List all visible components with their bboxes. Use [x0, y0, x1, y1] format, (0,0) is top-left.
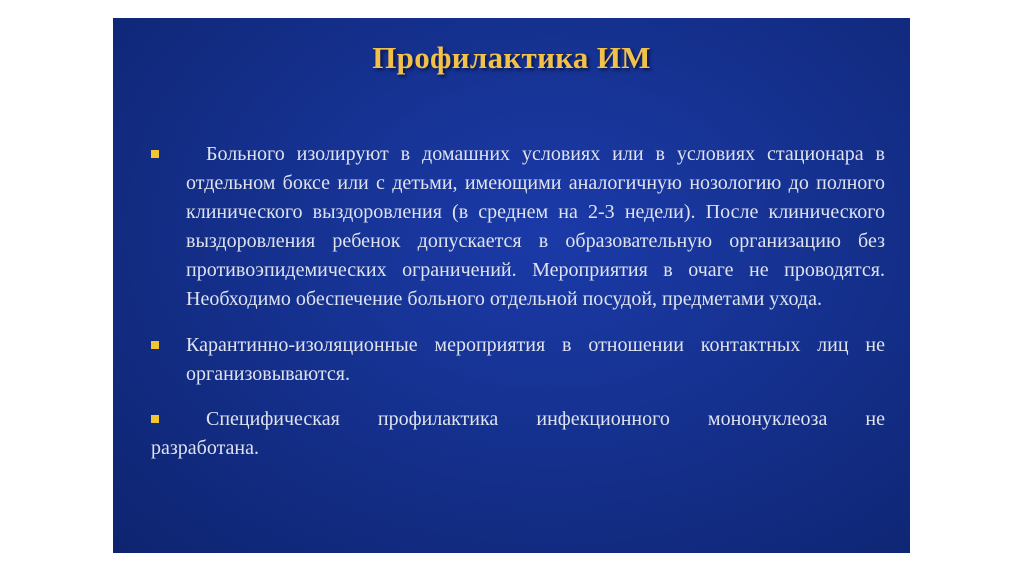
bullet-list	[151, 140, 885, 463]
bullet-text: Карантинно-изоляционные мероприятия в отношении контактных лиц не организовываются.	[186, 334, 885, 385]
square-bullet-icon	[151, 415, 159, 423]
square-bullet-icon	[151, 150, 159, 158]
bullet-text-line2: разработана.	[151, 437, 260, 459]
bullet-item	[151, 405, 885, 463]
bullet-item	[151, 140, 885, 314]
square-bullet-icon	[151, 341, 159, 349]
slide-title: Профилактика ИМ	[372, 40, 651, 75]
bullet-text: Больного изолируют в домашних условиях или в условиях стационара в отдельном боксе или с детьми, имеющими аналогичную нозологию до полного клинического выздоровления (в среднем на 2-3 недели). После клинического выздоровления ребенок допускается в образовательную организацию без противоэпидемических ограничений. Мероприятия в очаге не проводятся. Необходимо обеспечение больного отдельной посудой, предметами ухода.	[186, 143, 885, 310]
slide	[113, 18, 910, 553]
bullet-item	[151, 331, 885, 389]
bullet-text-line1: Специфическая профилактика инфекционного мононуклеоза не	[206, 408, 885, 430]
